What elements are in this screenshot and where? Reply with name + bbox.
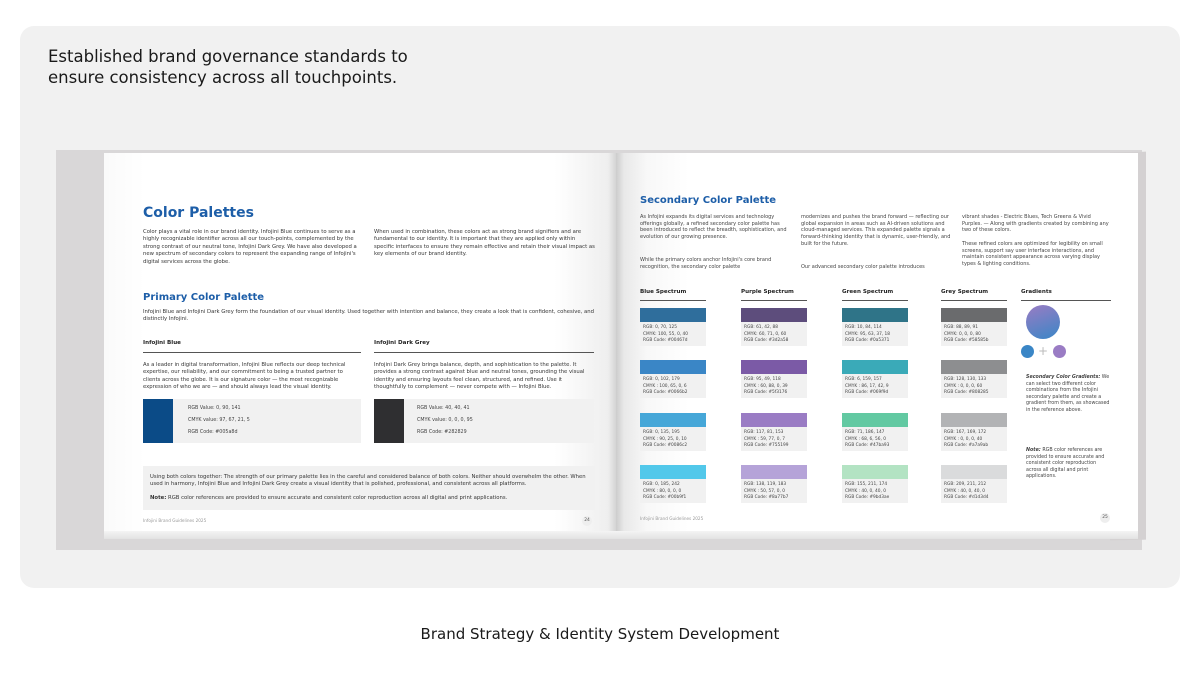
green-spectrum-swatch — [842, 360, 908, 374]
swatch-code: RGB Code: #0066b2 — [643, 390, 688, 395]
swatch-rgb: RGB: 117, 81, 153 — [744, 430, 784, 435]
swatch-rgb: RGB: 138, 119, 183 — [744, 482, 787, 487]
swatch-rgb: RGB: 6, 159, 157 — [845, 377, 882, 382]
rgb-note-label: Note: — [150, 495, 167, 501]
section-intro: Infojini Blue and Infojini Dark Grey form the foundation of our visual identity. Used together with intention and balance, they create a look that is confident, cohesive, and distinctly Infojini. — [143, 309, 594, 323]
secondary-col1b: While the primary colors anchor Infojini's core brand recognition, the secondary color palette — [640, 257, 772, 270]
swatch-rgb: RGB: 0, 70, 125 — [643, 325, 677, 330]
swatch-cmyk: CMYK : 0, 0, 0, 40 — [944, 436, 983, 442]
divider — [741, 300, 807, 301]
swatch-cmyk: CMYK : 40, 0, 40, 0 — [944, 488, 985, 494]
green-spectrum-swatch — [842, 308, 908, 322]
blue-code: RGB Code: #005a8d — [188, 430, 238, 435]
swatch-rgb: RGB: 167, 169, 172 — [944, 430, 987, 435]
right-page — [616, 153, 1138, 531]
gradient-circle — [1026, 305, 1060, 339]
blue-spectrum-swatch — [640, 413, 706, 427]
folio: Infojini Brand Guidelines 2025 — [143, 518, 207, 523]
intro-right-text: When used in combination, these colors act as strong brand signifiers and are fundamental to our identity. It is important that they are applied only within specific interfaces to ensure they remain effective and retain their visual impact as key elements of our brand identity. — [374, 229, 595, 258]
swatch-cmyk: CMYK : 90, 25, 0, 10 — [643, 436, 687, 442]
left-page — [104, 153, 616, 531]
purple-spectrum-swatch — [741, 360, 807, 374]
grey-spectrum-swatch — [941, 413, 1007, 427]
swatch-code: RGB Code: #00b9f1 — [643, 495, 687, 500]
secondary-col3b: These refined colors are optimized for legibility on small screens, support say user interface interactions, and maintain consistent appearance across varying display types & lighting conditions. — [962, 241, 1103, 268]
swatch-cmyk: CMYK: 60, 71, 0, 60 — [744, 331, 787, 337]
gradient-description-label: Secondary Color Gradients: — [1026, 375, 1101, 380]
purple-spectrum-swatch — [741, 413, 807, 427]
divider — [374, 352, 594, 353]
swatch-code: RGB Code: #0a5371 — [845, 338, 890, 343]
secondary-col1a: As Infojini expands its digital services and technology offerings globally, a refined secondary color palette has been introduced to reflect the breadth, sophistication, and evolution of our growing presence. — [640, 214, 787, 241]
swatch-cmyk: CMYK : 100, 65, 0, 6 — [643, 383, 687, 389]
plus-sign: + — [1038, 344, 1049, 358]
swatch-cmyk: CMYK : 80, 0, 0, 0 — [643, 488, 682, 494]
swatch-code: RGB Code: #a7a9ab — [944, 443, 989, 448]
swatch-code: RGB Code: #00467d — [643, 338, 688, 343]
gradient-note-label: Note: — [1026, 448, 1041, 453]
swatch-cmyk: CMYK : 50, 57, 0, 0 — [744, 488, 785, 494]
grey-spectrum-heading: Grey Spectrum — [941, 289, 989, 295]
secondary-col2b: Our advanced secondary color palette introduces — [801, 264, 925, 270]
swatch-cmyk: CMYK : 59, 77, 0, 7 — [744, 436, 785, 442]
swatch-cmyk: CMYK: 95, 63, 37, 18 — [845, 331, 891, 337]
purple-spectrum-swatch — [741, 308, 807, 322]
book-spine — [608, 153, 624, 531]
swatch-cmyk: CMYK : 40, 0, 40, 0 — [845, 488, 886, 494]
swatch-code: RGB Code: #5f3176 — [744, 390, 788, 395]
green-spectrum-swatch — [842, 413, 908, 427]
grey-label: Infojini Dark Grey — [374, 340, 430, 346]
swatch-code: RGB Code: #808285 — [944, 390, 989, 395]
grey-description: Infojini Dark Grey brings balance, depth, and sophistication to the palette. It provides a strong contrast against blue and neutral tones, grounding the visual identity and ensuring layouts feel clean, structured, and refined. Use it thoughtfully to complement — never compete with — Infojini Blue. — [374, 362, 585, 391]
swatch-rgb: RGB: 0, 135, 195 — [643, 430, 680, 435]
gradient-note-text: RGB color references are provided to ensure accurate and consistent color reproduction across all digital and print applications. — [1026, 448, 1105, 480]
blue-spectrum-heading: Blue Spectrum — [640, 289, 687, 295]
divider — [640, 300, 706, 301]
swatch-rgb: RGB: 209, 211, 212 — [944, 482, 987, 487]
swatch-code: RGB Code: #58585b — [944, 338, 989, 343]
swatch-rgb: RGB: 128, 130, 133 — [944, 377, 987, 382]
page-title: Color Palettes — [143, 205, 254, 221]
purple-spectrum-heading: Purple Spectrum — [741, 289, 794, 295]
swatch-rgb: RGB: 61, 42, 88 — [744, 325, 778, 330]
swatch-rgb: RGB: 88, 89, 91 — [944, 325, 978, 330]
swatch-code: RGB Code: #9bd3ae — [845, 495, 890, 500]
grey-cmyk: CMYK value: 0, 0, 0, 95 — [417, 418, 473, 423]
blue-cmyk: CMYK value: 97, 67, 21, 5 — [188, 418, 250, 423]
infojini-blue-swatch — [143, 399, 173, 443]
swatch-rgb: RGB: 0, 185, 242 — [643, 482, 680, 487]
swatch-rgb: RGB: 10, 84, 114 — [845, 325, 882, 330]
divider — [842, 300, 908, 301]
swatch-code: RGB Code: #755199 — [744, 443, 789, 448]
intro-left-text: Color plays a vital role in our brand identity. Infojini Blue continues to serve as a highly recognizable identifier across all our touch-points, complemented by the strong contrast of our neutral tone, Infojini Dark Grey. We have also developed a new spectrum of secondary colors to represent the expanding range of Infojini's digital services across the globe. — [143, 229, 357, 265]
grey-code: RGB Code: #282829 — [417, 430, 467, 435]
secondary-title: Secondary Color Palette — [640, 195, 777, 206]
grey-rgb: RGB Value: 40, 40, 41 — [417, 406, 470, 411]
purple-spectrum-swatch — [741, 465, 807, 479]
page-stack-edge — [104, 531, 1138, 539]
swatch-code: RGB Code: #069f9d — [845, 390, 889, 395]
blue-swatch-card — [143, 399, 361, 443]
blue-spectrum-swatch — [640, 308, 706, 322]
divider — [143, 352, 361, 353]
swatch-cmyk: CMYK : 60, 88, 0, 39 — [744, 383, 788, 389]
gradient-note — [1026, 448, 1110, 481]
swatch-rgb: RGB: 71, 186, 147 — [845, 430, 885, 435]
blue-spectrum-swatch — [640, 465, 706, 479]
blue-label: Infojini Blue — [143, 340, 181, 346]
swatch-cmyk: CMYK : 0, 0, 0, 60 — [944, 383, 983, 389]
green-spectrum-heading: Green Spectrum — [842, 289, 894, 295]
swatch-code: RGB Code: #47ba93 — [845, 443, 890, 448]
usage-note: Using both colors together: The strength of our primary palette lies in the careful and considered balance of both colors. Neither should overwhelm the other. When used in harmony, Infojini Blue and Infojini Dark Grey create a visual identity that is polished, professional, and consistent across all platforms. — [150, 474, 586, 488]
swatch-code: RGB Code: #0086c2 — [643, 443, 688, 448]
blue-rgb: RGB Value: 0, 90, 141 — [188, 406, 241, 411]
folio: Infojini Brand Guidelines 2025 — [640, 516, 704, 521]
divider — [1021, 300, 1111, 301]
grey-spectrum-swatch — [941, 360, 1007, 374]
rgb-note — [150, 495, 590, 502]
grey-spectrum-swatch — [941, 308, 1007, 322]
swatch-rgb: RGB: 155, 211, 174 — [845, 482, 888, 487]
divider — [941, 300, 1007, 301]
infojini-dark-grey-swatch — [374, 399, 404, 443]
page-number: 24 — [582, 516, 592, 526]
showcase-caption: Established brand governance standards to ensure consistency across all touchpoints. — [48, 47, 408, 87]
grey-swatch-card — [374, 399, 594, 443]
gradients-label: Gradients — [1021, 289, 1052, 295]
gradient-purple-dot — [1053, 345, 1066, 358]
blue-spectrum-swatch — [640, 360, 706, 374]
swatch-code: RGB Code: #d1d3d4 — [944, 495, 989, 500]
gradient-blue-dot — [1021, 345, 1034, 358]
swatch-cmyk: CMYK : 68, 6, 56, 0 — [845, 436, 886, 442]
gradient-description-text: We can select two different color combinations from the Infojini secondary palette and create a gradient from them, as showcased in the reference above. — [1026, 375, 1110, 413]
project-title: Brand Strategy & Identity System Development — [420, 625, 780, 643]
swatch-code: RGB Code: #8a77b7 — [744, 495, 789, 500]
swatch-cmyk: CMYK : 86, 17, 42, 9 — [845, 383, 889, 389]
swatch-rgb: RGB: 0, 102, 179 — [643, 377, 680, 382]
green-spectrum-swatch — [842, 465, 908, 479]
swatch-cmyk: CMYK: 0, 0, 0, 80 — [944, 331, 981, 337]
gradient-description — [1026, 375, 1110, 415]
swatch-code: RGB Code: #3d2a58 — [744, 338, 789, 343]
secondary-col2a: modernizes and pushes the brand forward — reflecting our global expansion in areas such as AI-driven solutions and cloud-managed services. This expanded palette signals a forward-thinking identity that is dynamic, user-friendly, and built for the future. — [801, 214, 951, 247]
grey-spectrum-swatch — [941, 465, 1007, 479]
secondary-col3a: vibrant shades - Electric Blues, Tech Greens & Vivid Purples. — Along with gradients created by combining any two of these colors. — [962, 214, 1109, 234]
swatch-rgb: RGB: 95, 49, 118 — [744, 377, 781, 382]
swatch-cmyk: CMYK: 100, 55, 0, 40 — [643, 331, 689, 337]
rgb-note-text: RGB color references are provided to ensure accurate and consistent color reproduction across all digital and print applications. — [168, 495, 508, 501]
section-title: Primary Color Palette — [143, 292, 265, 303]
blue-description: As a leader in digital transformation, Infojini Blue reflects our deep technical expertise, our reliability, and our commitment to being a trusted partner to clients across the globe. It is our signature color — the most recognizable expression of who we are — and should always lead the visual identity. — [143, 362, 346, 391]
page-number: 25 — [1100, 513, 1110, 523]
